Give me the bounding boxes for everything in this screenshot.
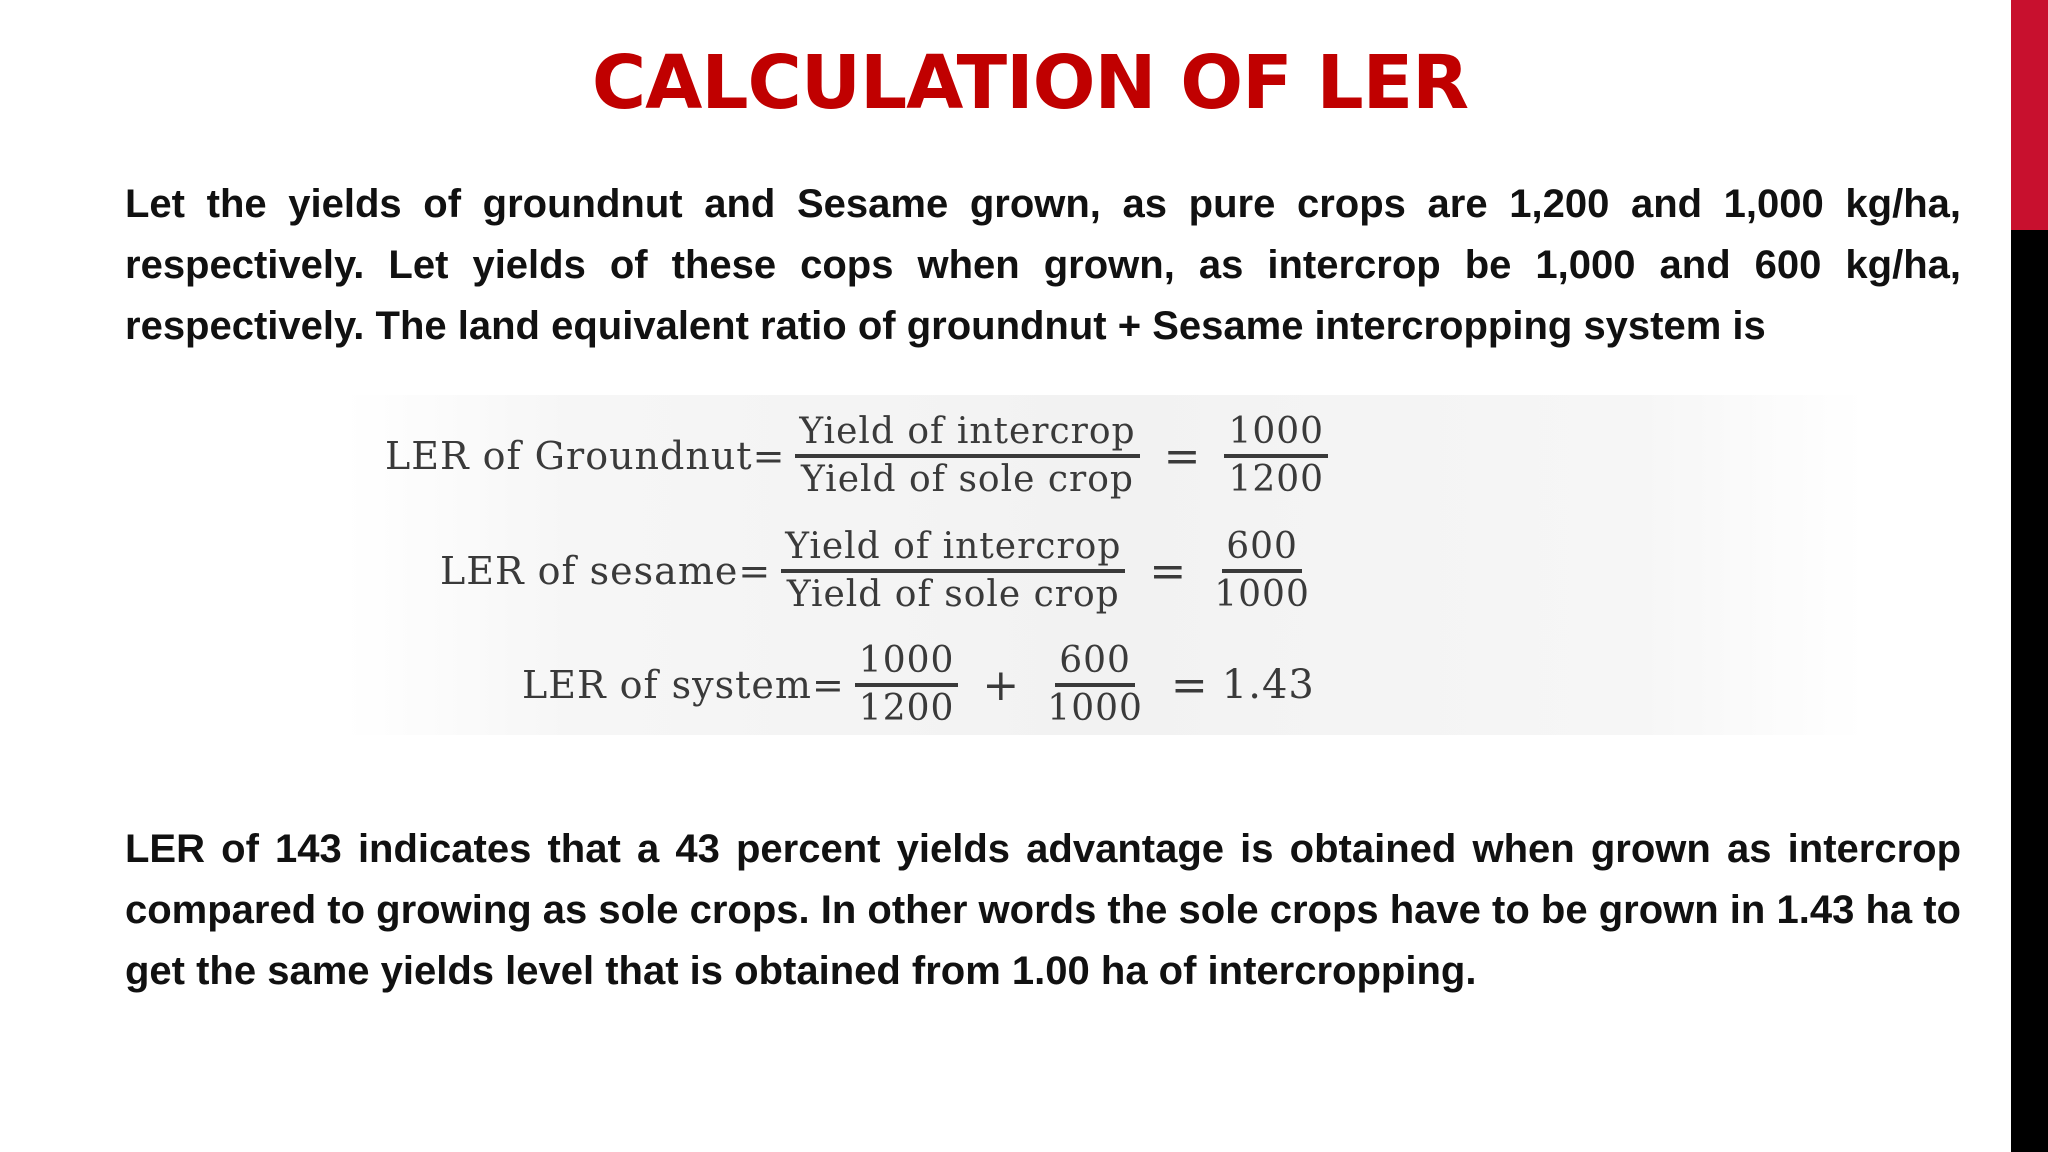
numerator: Yield of intercrop [781, 527, 1125, 573]
denominator: Yield of sole crop [786, 574, 1120, 615]
plus-sign: + [982, 659, 1020, 711]
numerator: 600 [1055, 641, 1135, 687]
numerator: 1000 [855, 641, 959, 687]
numerator: 600 [1222, 527, 1302, 573]
denominator: 1000 [1214, 574, 1310, 615]
denominator: Yield of sole crop [801, 459, 1134, 500]
fraction [1043, 641, 1147, 729]
equals-sign: = [1163, 430, 1201, 482]
formula-lhs: LER of sesame= [440, 549, 772, 593]
formula-groundnut [385, 412, 1338, 500]
formula-sesame [440, 527, 1324, 615]
formula-lhs: LER of system= [522, 663, 845, 707]
fraction [781, 527, 1125, 615]
fraction [1224, 412, 1328, 500]
conclusion-paragraph: LER of 143 indicates that a 43 percent yields advantage is obtained when grown as intercrop compared to growing as sole crops. In other words the sole crops have to be grown in 1.43 ha to get the same yields level that is obtained from 1.00 ha of intercropping. [125, 827, 1961, 993]
slide-title: CALCULATION OF LER [591, 40, 1469, 126]
equals-sign: = [1170, 659, 1208, 711]
denominator: 1200 [1228, 459, 1325, 500]
denominator: 1000 [1047, 688, 1143, 729]
fraction [795, 412, 1139, 500]
equals-sign: = [1149, 545, 1187, 597]
formula-system [522, 641, 1315, 729]
fraction [1210, 527, 1314, 615]
fraction [855, 641, 959, 729]
numerator: Yield of intercrop [795, 412, 1139, 458]
ler-result: 1.43 [1221, 662, 1315, 708]
denominator: 1200 [858, 688, 955, 729]
numerator: 1000 [1224, 412, 1328, 458]
intro-paragraph: Let the yields of groundnut and Sesame grown, as pure crops are 1,200 and 1,000 kg/ha, respectively. Let yields of these cops when grown, as intercrop be 1,000 and 600 kg/ha, respectively. The land equivalent ratio of groundnut + Sesame intercropping system is [125, 182, 1961, 348]
formula-lhs: LER of Groundnut= [385, 434, 786, 478]
